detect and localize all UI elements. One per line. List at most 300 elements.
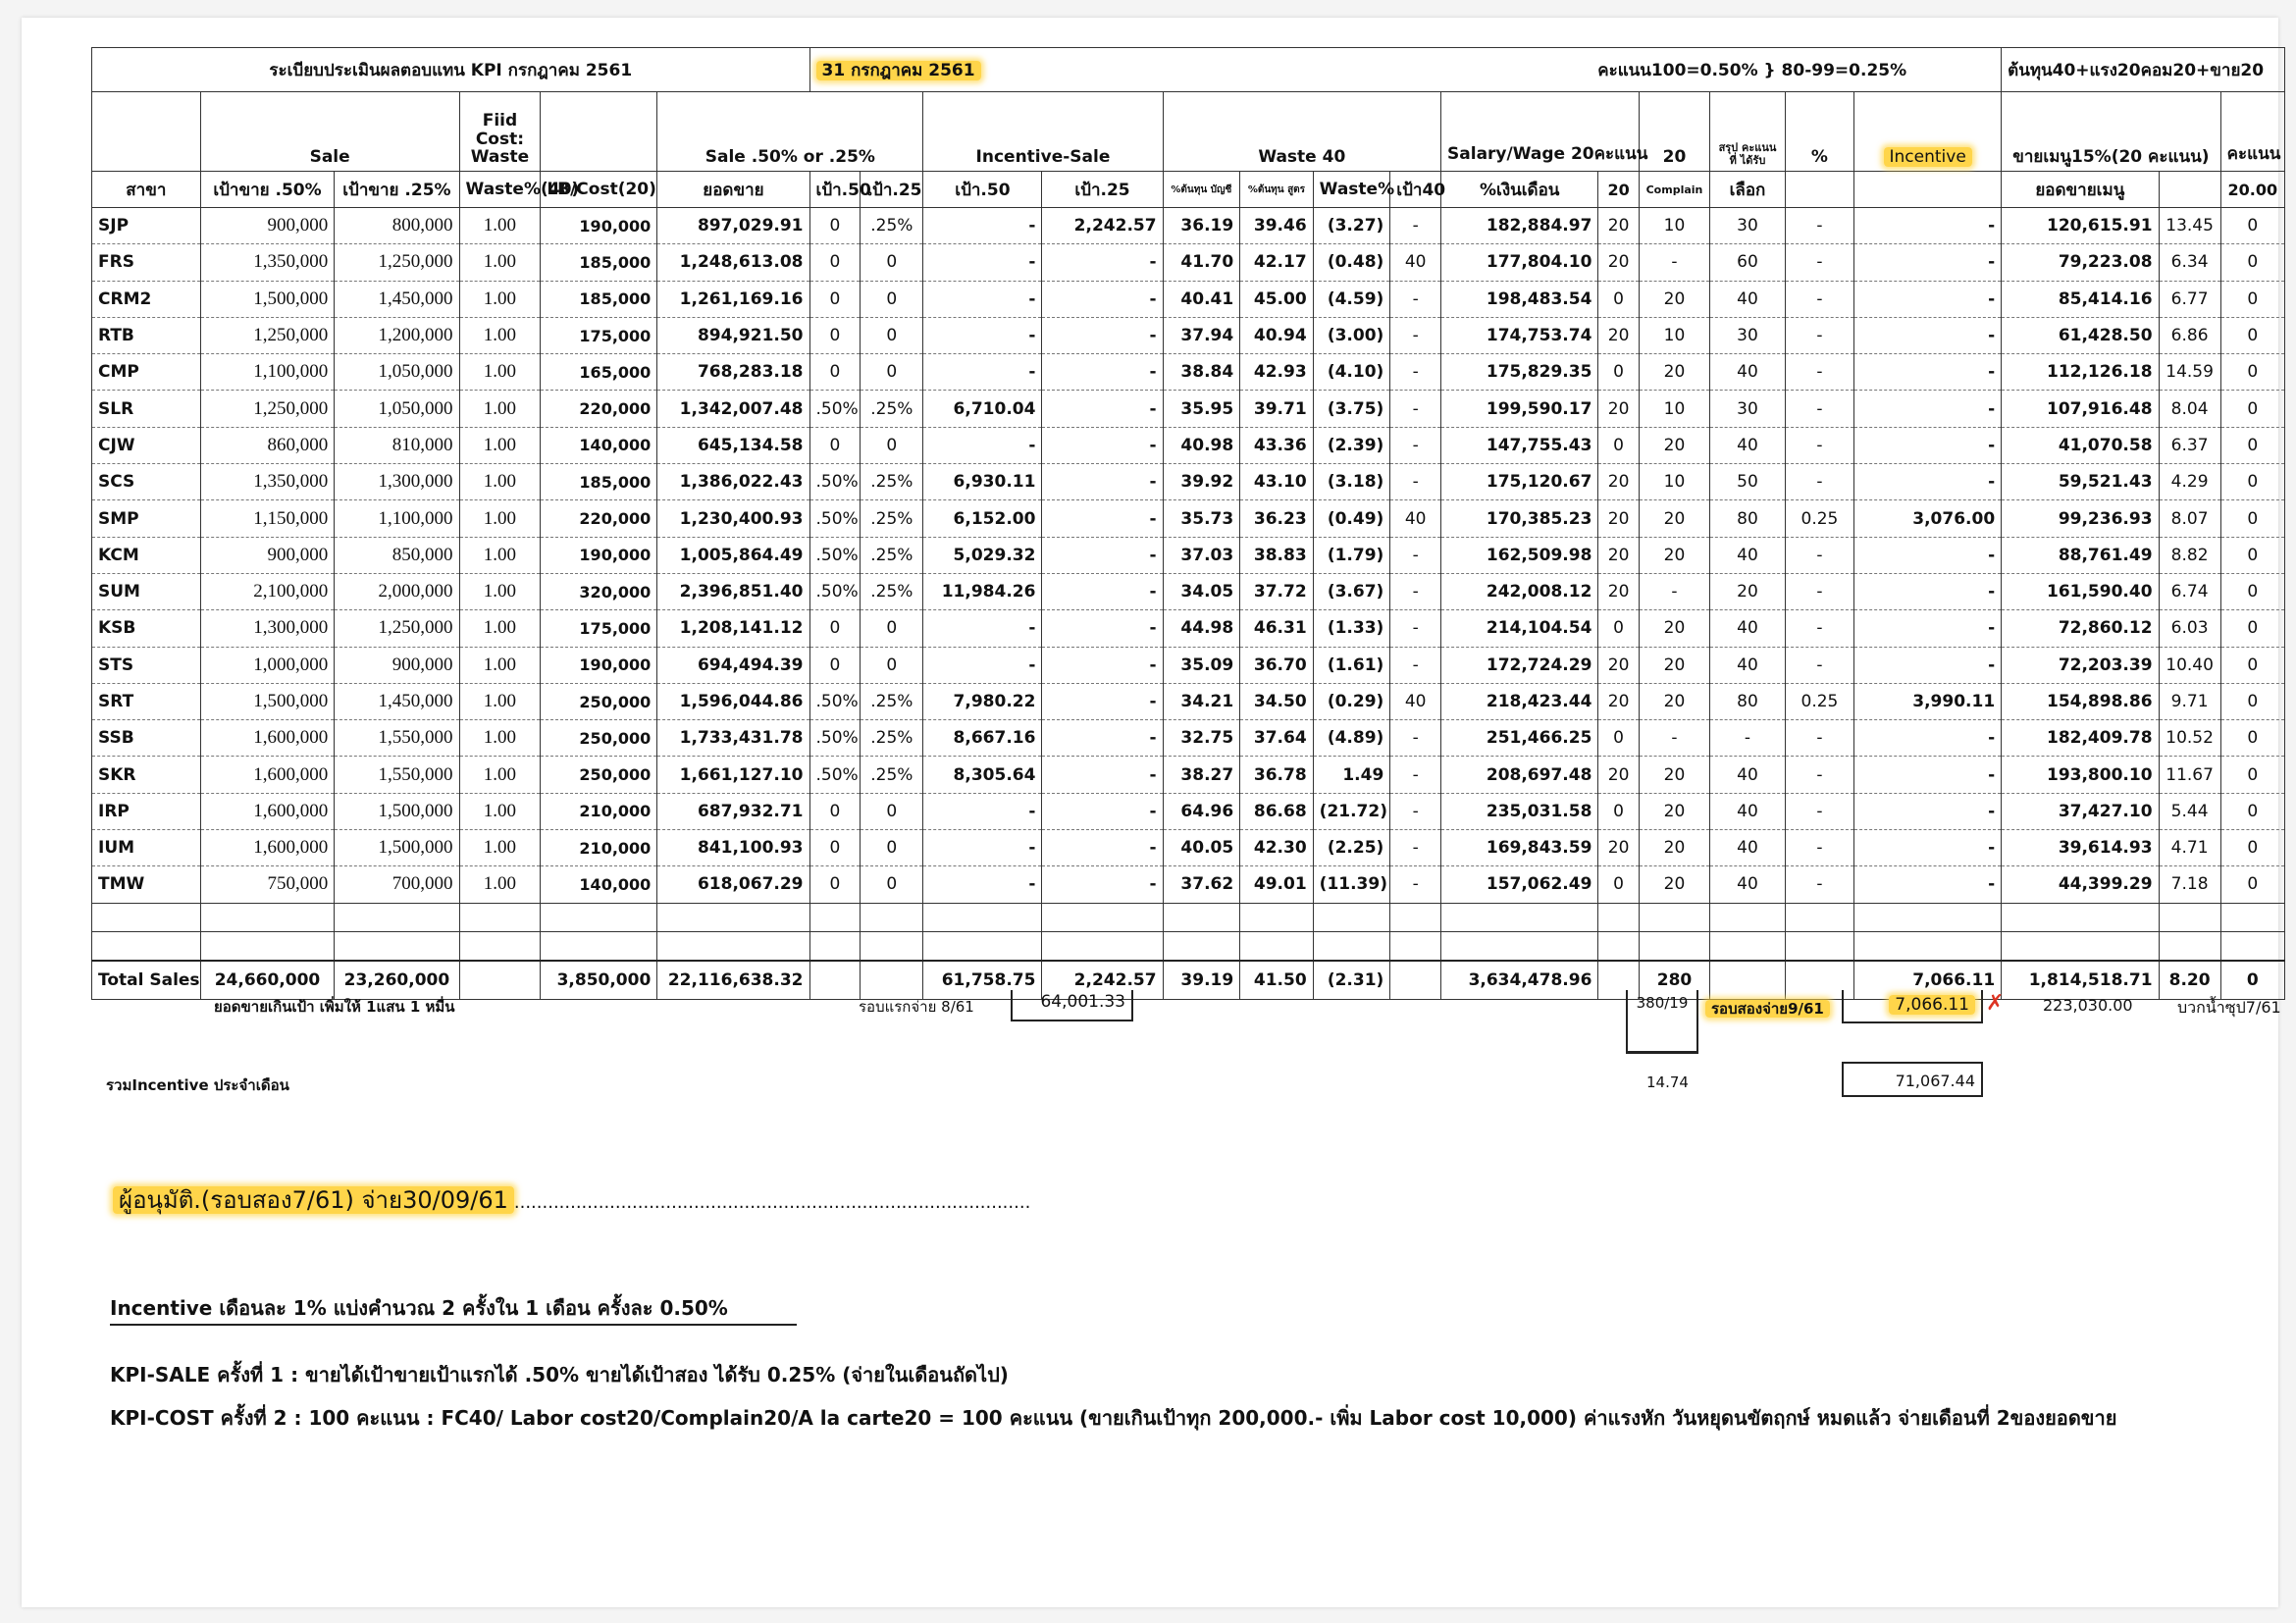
- table-cell: 49.01: [1240, 866, 1313, 903]
- table-cell: 170,385.23: [1441, 500, 1598, 537]
- table-cell: 1.00: [459, 866, 541, 903]
- subheader-cell: เป้า.50: [923, 172, 1042, 208]
- branch-cell: STS: [92, 647, 201, 683]
- table-cell: 198,483.54: [1441, 281, 1598, 317]
- table-cell: -: [1042, 793, 1163, 829]
- ratio-box: 380/19: [1626, 990, 1698, 1053]
- table-cell: 39,614.93: [2002, 830, 2159, 866]
- table-cell: 2,242.57: [1042, 208, 1163, 244]
- table-cell: 20: [1639, 537, 1709, 573]
- group-blank: [92, 92, 201, 172]
- table-cell: 37.64: [1240, 720, 1313, 757]
- table-cell: -: [1390, 464, 1441, 500]
- table-cell: 162,509.98: [1441, 537, 1598, 573]
- table-cell: (11.39): [1313, 866, 1390, 903]
- table-cell: 140,000: [541, 427, 657, 463]
- table-cell: 37,427.10: [2002, 793, 2159, 829]
- table-cell: -: [1785, 464, 1853, 500]
- blank-cell: [1390, 903, 1441, 931]
- monthly-value: 71,067.44: [1842, 1062, 1983, 1097]
- table-cell: 0: [2220, 208, 2284, 244]
- table-cell: 0: [861, 281, 923, 317]
- total-cell: 24,660,000: [200, 961, 335, 1000]
- table-cell: 36.70: [1240, 647, 1313, 683]
- total-cell: [1710, 961, 1786, 1000]
- blank-cell: [1441, 903, 1598, 931]
- table-cell: 0: [2220, 720, 2284, 757]
- table-cell: 1,100,000: [335, 500, 459, 537]
- subheader-cell: %เงินเดือน: [1441, 172, 1598, 208]
- table-cell: 40.05: [1163, 830, 1240, 866]
- table-cell: 750,000: [200, 866, 335, 903]
- table-cell: -: [1042, 464, 1163, 500]
- table-cell: 1.00: [459, 647, 541, 683]
- table-cell: -: [1390, 317, 1441, 353]
- total-cell: 3,634,478.96: [1441, 961, 1598, 1000]
- table-cell: .25%: [861, 683, 923, 719]
- table-cell: -: [1042, 427, 1163, 463]
- table-cell: 0: [809, 244, 861, 281]
- table-cell: 40: [1710, 793, 1786, 829]
- table-cell: .25%: [861, 208, 923, 244]
- branch-cell: SLR: [92, 391, 201, 427]
- table-cell: 3,990.11: [1854, 683, 2002, 719]
- table-cell: 0: [809, 793, 861, 829]
- table-cell: 40.41: [1163, 281, 1240, 317]
- table-cell: (3.75): [1313, 391, 1390, 427]
- group-menu: ขายเมนู15%(20 คะแนน): [2002, 92, 2220, 172]
- table-cell: -: [1390, 757, 1441, 793]
- blank-cell: [541, 903, 657, 931]
- table-cell: -: [1785, 281, 1853, 317]
- table-cell: 7.18: [2159, 866, 2220, 903]
- table-cell: -: [1854, 427, 2002, 463]
- table-cell: -: [1785, 866, 1853, 903]
- table-cell: 36.19: [1163, 208, 1240, 244]
- blank-cell: [92, 931, 201, 961]
- table-cell: -: [1042, 830, 1163, 866]
- group-salary: Salary/Wage 20คะแนน: [1441, 92, 1640, 172]
- table-cell: 30: [1710, 391, 1786, 427]
- table-cell: -: [1854, 647, 2002, 683]
- table-cell: 0: [861, 244, 923, 281]
- table-cell: -: [1390, 354, 1441, 391]
- table-cell: (4.10): [1313, 354, 1390, 391]
- table-cell: 37.94: [1163, 317, 1240, 353]
- table-cell: 40.98: [1163, 427, 1240, 463]
- branch-cell: CMP: [92, 354, 201, 391]
- blank-cell: [1854, 903, 2002, 931]
- group-incentive-sale: Incentive-Sale: [923, 92, 1163, 172]
- table-cell: -: [1390, 208, 1441, 244]
- table-cell: 7,980.22: [923, 683, 1042, 719]
- table-cell: 1,500,000: [200, 683, 335, 719]
- blank-cell: [335, 903, 459, 931]
- table-cell: 0: [809, 281, 861, 317]
- table-cell: 900,000: [200, 537, 335, 573]
- table-cell: 4.29: [2159, 464, 2220, 500]
- group-blank2: [541, 92, 657, 172]
- table-cell: 40: [1710, 537, 1786, 573]
- table-cell: 40: [1710, 427, 1786, 463]
- table-cell: 0: [2220, 647, 2284, 683]
- table-cell: 1.49: [1313, 757, 1390, 793]
- table-cell: -: [1042, 573, 1163, 609]
- table-cell: 220,000: [541, 500, 657, 537]
- table-cell: 154,898.86: [2002, 683, 2159, 719]
- table-cell: 6,710.04: [923, 391, 1042, 427]
- table-cell: 1.00: [459, 683, 541, 719]
- table-cell: (2.25): [1313, 830, 1390, 866]
- table-cell: 40: [1710, 757, 1786, 793]
- table-cell: -: [1854, 317, 2002, 353]
- subheader-cell: ยอดขาย: [657, 172, 809, 208]
- table-cell: 0: [1598, 354, 1639, 391]
- table-cell: .50%: [809, 537, 861, 573]
- table-cell: 6,152.00: [923, 500, 1042, 537]
- table-cell: .50%: [809, 500, 861, 537]
- table-cell: .25%: [861, 720, 923, 757]
- table-cell: (3.00): [1313, 317, 1390, 353]
- round1-value: 64,001.33: [1011, 990, 1133, 1021]
- table-cell: 10: [1639, 464, 1709, 500]
- table-cell: 5,029.32: [923, 537, 1042, 573]
- table-cell: -: [1785, 793, 1853, 829]
- table-cell: 40: [1710, 281, 1786, 317]
- table-cell: -: [1710, 720, 1786, 757]
- table-row: [92, 537, 2285, 573]
- table-cell: 1.00: [459, 573, 541, 609]
- table-cell: 700,000: [335, 866, 459, 903]
- branch-cell: SKR: [92, 757, 201, 793]
- table-cell: -: [1390, 537, 1441, 573]
- table-cell: 4.71: [2159, 830, 2220, 866]
- table-cell: 40: [1390, 683, 1441, 719]
- table-cell: 85,414.16: [2002, 281, 2159, 317]
- table-cell: 0: [2220, 537, 2284, 573]
- table-cell: 20: [1598, 647, 1639, 683]
- table-cell: 6,930.11: [923, 464, 1042, 500]
- table-cell: -: [1390, 866, 1441, 903]
- table-cell: 860,000: [200, 427, 335, 463]
- table-cell: 2,396,851.40: [657, 573, 809, 609]
- subheader-row: [92, 172, 2285, 208]
- blank-cell: [1639, 931, 1709, 961]
- table-cell: -: [923, 208, 1042, 244]
- table-cell: -: [923, 354, 1042, 391]
- blank-cell: [923, 931, 1042, 961]
- blank-cell: [1240, 931, 1313, 961]
- table-cell: 140,000: [541, 866, 657, 903]
- blank-cell: [2159, 931, 2220, 961]
- branch-cell: TMW: [92, 866, 201, 903]
- table-cell: 0: [2220, 793, 2284, 829]
- blank-cell: [923, 903, 1042, 931]
- table-cell: 235,031.58: [1441, 793, 1598, 829]
- table-cell: 40: [1710, 830, 1786, 866]
- branch-cell: SSB: [92, 720, 201, 757]
- table-cell: -: [1639, 244, 1709, 281]
- table-cell: 1,230,400.93: [657, 500, 809, 537]
- group-20: 20: [1639, 92, 1709, 172]
- table-cell: 88,761.49: [2002, 537, 2159, 573]
- table-cell: 38.83: [1240, 537, 1313, 573]
- subheader-cell: เป้าขาย .25%: [335, 172, 459, 208]
- table-row: [92, 354, 2285, 391]
- branch-cell: CJW: [92, 427, 201, 463]
- table-cell: 0: [809, 317, 861, 353]
- table-cell: -: [923, 830, 1042, 866]
- table-cell: 169,843.59: [1441, 830, 1598, 866]
- round2-highlight: รอบสองจ่าย9/61: [1705, 1000, 1830, 1018]
- table-cell: 1,500,000: [335, 830, 459, 866]
- table-cell: .50%: [809, 683, 861, 719]
- table-cell: 1.00: [459, 720, 541, 757]
- table-cell: 41.70: [1163, 244, 1240, 281]
- branch-cell: SMP: [92, 500, 201, 537]
- table-cell: 2,100,000: [200, 573, 335, 609]
- table-cell: 20: [1598, 208, 1639, 244]
- table-row: [92, 647, 2285, 683]
- table-cell: 64.96: [1163, 793, 1240, 829]
- table-cell: -: [1854, 244, 2002, 281]
- report-date: 31 กรกฎาคม 2561: [816, 61, 981, 80]
- table-cell: 9.71: [2159, 683, 2220, 719]
- table-cell: -: [1390, 720, 1441, 757]
- table-cell: -: [1785, 391, 1853, 427]
- table-cell: 0: [861, 317, 923, 353]
- table-cell: -: [1785, 830, 1853, 866]
- table-cell: 0: [2220, 573, 2284, 609]
- table-cell: 0: [861, 427, 923, 463]
- table-cell: 800,000: [335, 208, 459, 244]
- extra-sales-note: ยอดขายเกินเป้า เพิ่มให้ 1แสน 1 หมื่น: [214, 998, 455, 1016]
- table-cell: 30: [1710, 317, 1786, 353]
- table-cell: 20: [1598, 537, 1639, 573]
- blank-cell: [1042, 903, 1163, 931]
- table-cell: 1.00: [459, 793, 541, 829]
- table-cell: -: [923, 610, 1042, 647]
- table-cell: 1,596,044.86: [657, 683, 809, 719]
- table-cell: 0.25: [1785, 500, 1853, 537]
- table-cell: 44,399.29: [2002, 866, 2159, 903]
- table-cell: 1,261,169.16: [657, 281, 809, 317]
- table-cell: -: [923, 647, 1042, 683]
- group-sale-pct: Sale .50% or .25%: [657, 92, 923, 172]
- branch-cell: SUM: [92, 573, 201, 609]
- table-row: [92, 281, 2285, 317]
- table-row: [92, 757, 2285, 793]
- approve-text: ผู้อนุมัติ.(รอบสอง7/61) จ่าย30/09/61: [113, 1186, 514, 1214]
- table-cell: 38.27: [1163, 757, 1240, 793]
- table-cell: 1,600,000: [200, 793, 335, 829]
- table-cell: 174,753.74: [1441, 317, 1598, 353]
- monthly-label: รวมIncentive ประจำเดือน: [106, 1076, 289, 1094]
- table-cell: -: [1390, 391, 1441, 427]
- table-cell: -: [1042, 683, 1163, 719]
- table-cell: 6.74: [2159, 573, 2220, 609]
- total-cell: 7,066.11: [1854, 961, 2002, 1000]
- table-cell: 0: [2220, 610, 2284, 647]
- table-cell: 0: [1598, 427, 1639, 463]
- table-cell: 1,248,613.08: [657, 244, 809, 281]
- subheader-cell: [1854, 172, 2002, 208]
- total-label: Total Sales: [92, 961, 201, 1000]
- table-cell: 0: [1598, 793, 1639, 829]
- table-cell: -: [1854, 391, 2002, 427]
- table-cell: -: [1042, 720, 1163, 757]
- table-cell: 50: [1710, 464, 1786, 500]
- table-cell: 37.62: [1163, 866, 1240, 903]
- table-row: [92, 830, 2285, 866]
- table-cell: 687,932.71: [657, 793, 809, 829]
- table-cell: 1.00: [459, 208, 541, 244]
- table-cell: (4.89): [1313, 720, 1390, 757]
- table-cell: -: [1390, 281, 1441, 317]
- table-cell: 0: [2220, 354, 2284, 391]
- table-cell: 1.00: [459, 610, 541, 647]
- table-cell: 40: [1710, 354, 1786, 391]
- blank-cell: [1042, 931, 1163, 961]
- table-cell: 1,300,000: [200, 610, 335, 647]
- table-cell: 32.75: [1163, 720, 1240, 757]
- table-cell: 897,029.91: [657, 208, 809, 244]
- table-cell: 20: [1639, 354, 1709, 391]
- table-cell: 20: [1639, 757, 1709, 793]
- blank-cell: [2220, 903, 2284, 931]
- blank-cell: [1710, 931, 1786, 961]
- table-row: [92, 720, 2285, 757]
- table-cell: 80: [1710, 683, 1786, 719]
- table-cell: -: [923, 793, 1042, 829]
- table-cell: 34.05: [1163, 573, 1240, 609]
- table-row: [92, 793, 2285, 829]
- table-cell: 20: [1598, 464, 1639, 500]
- table-row: [92, 683, 2285, 719]
- table-cell: .25%: [861, 573, 923, 609]
- table-cell: -: [1854, 354, 2002, 391]
- blank-cell: [1710, 903, 1786, 931]
- table-cell: (1.61): [1313, 647, 1390, 683]
- blank-cell: [1598, 903, 1639, 931]
- table-cell: 1,386,022.43: [657, 464, 809, 500]
- table-cell: .50%: [809, 757, 861, 793]
- table-cell: 320,000: [541, 573, 657, 609]
- table-cell: 42.30: [1240, 830, 1313, 866]
- table-cell: 850,000: [335, 537, 459, 573]
- group-pct: %: [1785, 92, 1853, 172]
- table-row: [92, 610, 2285, 647]
- table-cell: (0.29): [1313, 683, 1390, 719]
- table-cell: 0: [809, 866, 861, 903]
- blank-cell: [2002, 903, 2159, 931]
- table-cell: 38.84: [1163, 354, 1240, 391]
- subheader-cell: เลือก: [1710, 172, 1786, 208]
- table-cell: 1,300,000: [335, 464, 459, 500]
- total-cell: (2.31): [1313, 961, 1390, 1000]
- blank-cell: [459, 931, 541, 961]
- table-cell: 768,283.18: [657, 354, 809, 391]
- table-cell: 40: [1390, 244, 1441, 281]
- group-waste40: Waste 40: [1163, 92, 1440, 172]
- table-cell: 250,000: [541, 683, 657, 719]
- table-cell: -: [923, 427, 1042, 463]
- table-cell: 40: [1710, 610, 1786, 647]
- total-cell: [459, 961, 541, 1000]
- table-cell: 14.59: [2159, 354, 2220, 391]
- table-row: [92, 317, 2285, 353]
- table-cell: 40: [1390, 500, 1441, 537]
- blank-cell: [1240, 903, 1313, 931]
- table-cell: 0: [861, 866, 923, 903]
- table-cell: 618,067.29: [657, 866, 809, 903]
- table-cell: -: [1785, 647, 1853, 683]
- table-cell: 182,409.78: [2002, 720, 2159, 757]
- table-cell: 165,000: [541, 354, 657, 391]
- table-cell: 175,000: [541, 317, 657, 353]
- table-cell: 61,428.50: [2002, 317, 2159, 353]
- blank-cell: [809, 931, 861, 961]
- table-row: [92, 464, 2285, 500]
- table-cell: 0: [861, 610, 923, 647]
- blank-cell: [657, 903, 809, 931]
- blank-cell: [1441, 931, 1598, 961]
- table-cell: (2.39): [1313, 427, 1390, 463]
- table-cell: 185,000: [541, 281, 657, 317]
- total-cell: 0: [2220, 961, 2284, 1000]
- subheader-cell: Waste%: [1313, 172, 1390, 208]
- total-cell: [809, 961, 861, 1000]
- table-cell: 20: [1598, 683, 1639, 719]
- table-cell: 1,150,000: [200, 500, 335, 537]
- blank-cell: [459, 903, 541, 931]
- table-row: [92, 866, 2285, 903]
- table-cell: 1,350,000: [200, 464, 335, 500]
- table-cell: -: [1042, 866, 1163, 903]
- group-incentive: [1854, 92, 2002, 172]
- table-cell: 0: [2220, 281, 2284, 317]
- table-cell: 20: [1598, 500, 1639, 537]
- table-cell: 1,500,000: [200, 281, 335, 317]
- table-cell: 8.04: [2159, 391, 2220, 427]
- total-cell: 2,242.57: [1042, 961, 1163, 1000]
- table-cell: .25%: [861, 464, 923, 500]
- blank-cell: [92, 903, 201, 931]
- table-cell: 20: [1598, 244, 1639, 281]
- blank-cell: [1163, 931, 1240, 961]
- table-cell: -: [1639, 720, 1709, 757]
- table-cell: 0: [861, 830, 923, 866]
- table-cell: 0: [809, 830, 861, 866]
- table-cell: .25%: [861, 757, 923, 793]
- table-cell: 210,000: [541, 793, 657, 829]
- subheader-cell: เป้า.25: [1042, 172, 1163, 208]
- table-cell: (4.59): [1313, 281, 1390, 317]
- table-cell: 1,600,000: [200, 757, 335, 793]
- table-cell: 218,423.44: [1441, 683, 1598, 719]
- blank-cell: [861, 903, 923, 931]
- branch-cell: KSB: [92, 610, 201, 647]
- table-cell: -: [1042, 500, 1163, 537]
- table-cell: -: [1390, 830, 1441, 866]
- table-cell: (1.33): [1313, 610, 1390, 647]
- blank-cell: [1390, 931, 1441, 961]
- table-cell: -: [1854, 793, 2002, 829]
- table-cell: 40.94: [1240, 317, 1313, 353]
- subheader-cell: LB/Cost(20): [541, 172, 657, 208]
- table-cell: 1.00: [459, 537, 541, 573]
- table-cell: 44.98: [1163, 610, 1240, 647]
